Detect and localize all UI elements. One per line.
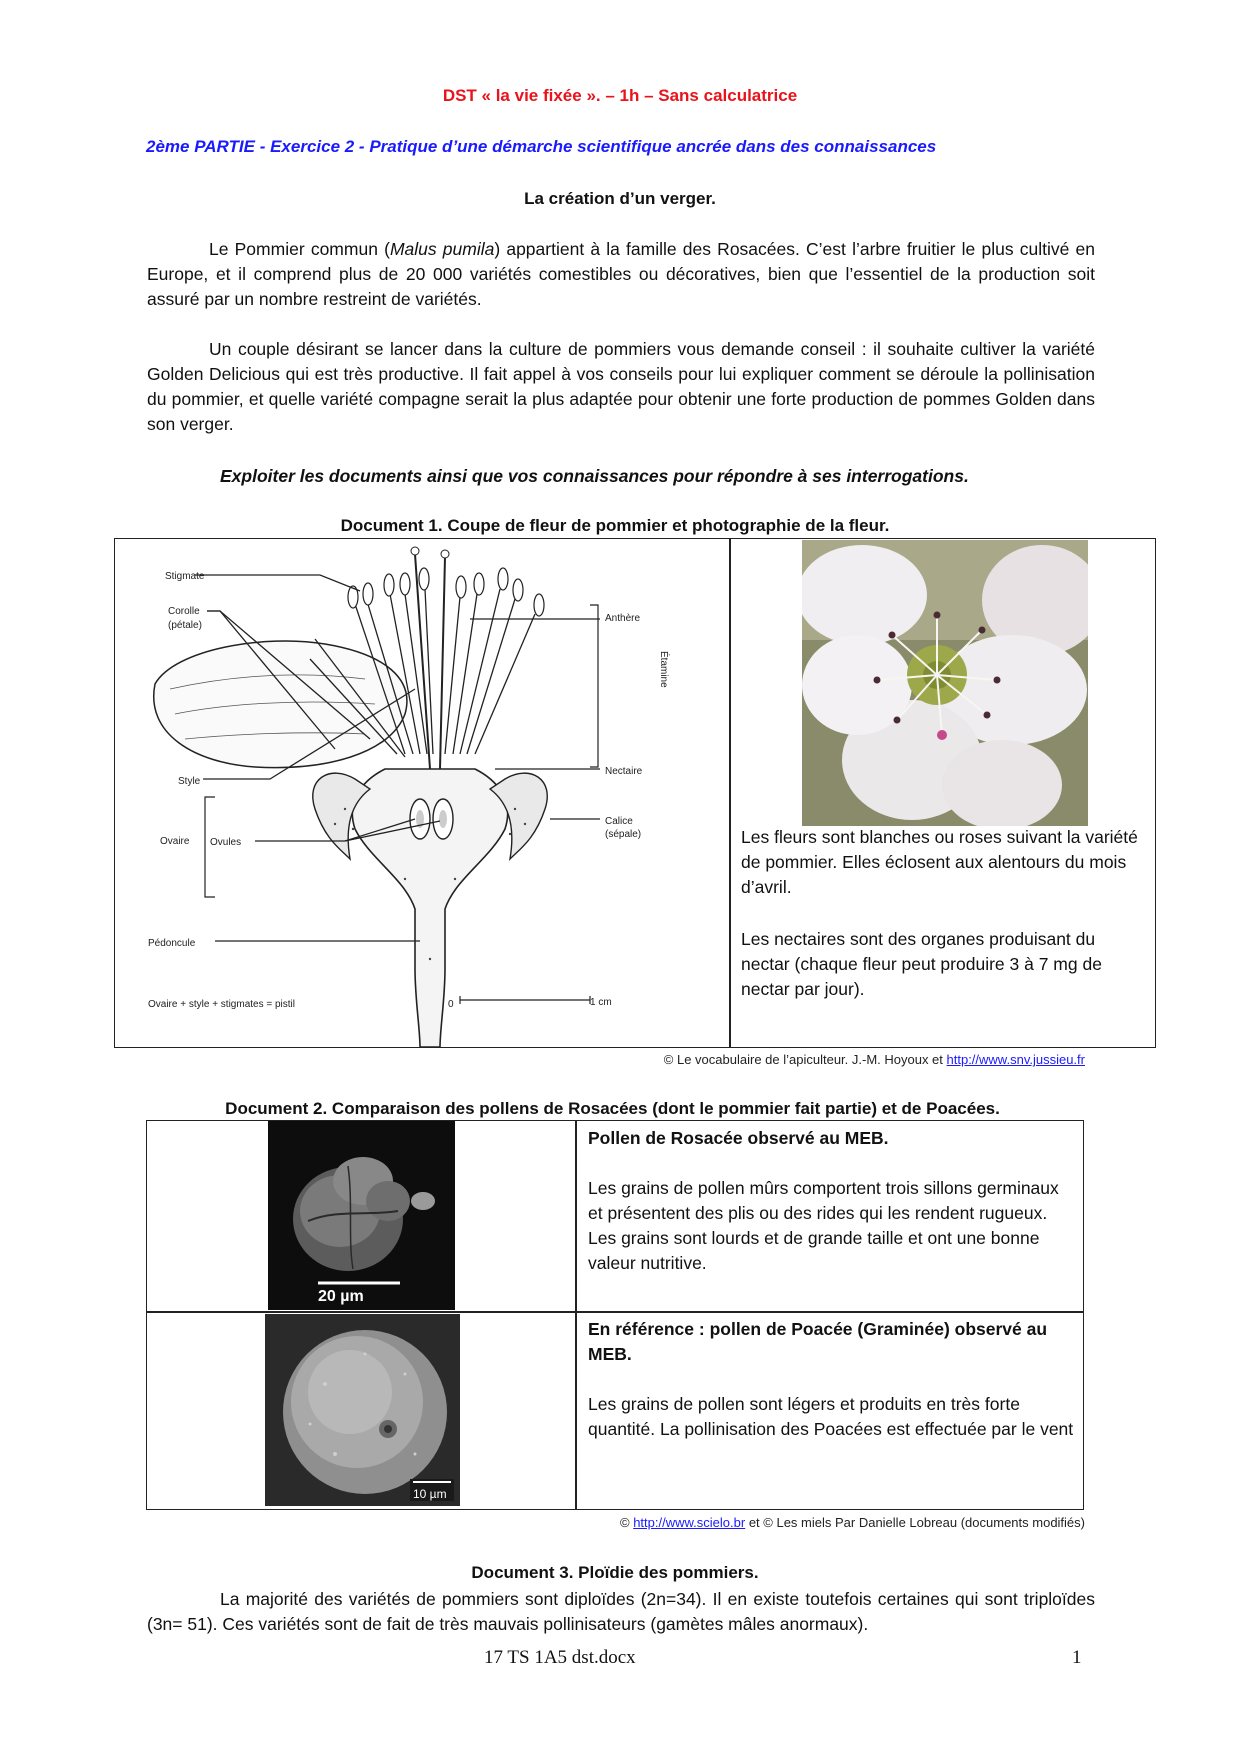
label-calice: Calice bbox=[605, 816, 633, 827]
label-pedoncule: Pédoncule bbox=[148, 938, 196, 949]
doc1-credit: © Le vocabulaire de l’apiculteur. J.-M. Hoyoux et http://www.snv.jussieu.fr bbox=[663, 1052, 1085, 1067]
footer-filename: 17 TS 1A5 dst.docx bbox=[484, 1647, 636, 1668]
petal-shape bbox=[154, 641, 407, 768]
document-title: DST « la vie fixée ». – 1h – Sans calculatrice bbox=[442, 86, 798, 105]
receptacle bbox=[352, 769, 507, 1047]
apple-blossom-photo bbox=[802, 540, 1088, 826]
doc2-credit: © http://www.scielo.br et © Les miels Par Danielle Lobreau (documents modifiés) bbox=[620, 1515, 1085, 1530]
label-anthere: Anthère bbox=[605, 613, 641, 624]
instruction: Exploiter les documents ainsi que vos connaissances pour répondre à ses interrogations. bbox=[220, 466, 969, 486]
label-nectaire: Nectaire bbox=[605, 766, 643, 777]
doc1-text-flowers: Les fleurs sont blanches ou roses suivant la variété de pommier. Elles éclosent aux alentours du mois d’avril. bbox=[741, 827, 1138, 897]
doc1-divider bbox=[729, 538, 731, 1048]
label-ovaire: Ovaire bbox=[160, 836, 190, 847]
page-number: 1 bbox=[1072, 1647, 1082, 1668]
doc3-title: Document 3. Ploïdie des pommiers. bbox=[471, 1563, 759, 1582]
poacee-scale-label: 10 µm bbox=[413, 1487, 447, 1501]
label-ovules: Ovules bbox=[210, 837, 242, 848]
rosacee-pollen-image bbox=[268, 1121, 455, 1310]
label-pistil-formula: Ovaire + style + stigmates = pistil bbox=[148, 999, 296, 1010]
scielo-link[interactable]: http://www.scielo.br bbox=[633, 1515, 746, 1530]
poacee-description: Les grains de pollen sont légers et produits en très forte quantité. La pollinisation des Poacées est effectuée par le vent bbox=[588, 1394, 1074, 1439]
poacee-heading: En référence : pollen de Poacée (Graminée) observé au MEB. bbox=[588, 1319, 1048, 1364]
label-corolle: Corolle bbox=[168, 606, 200, 617]
label-style: Style bbox=[178, 776, 201, 787]
intro-paragraph-2: Un couple désirant se lancer dans la culture de pommiers vous demande conseil : il souhaite cultiver la variété Golden Delicious qui est très productive. Il fait appel à vos conseils pour lui expliquer comment se déroule la pollinisation du pommier, et quelle variété compagne serait la plus adaptée pour obtenir une forte production de pommes Golden dans son verger. bbox=[147, 339, 1095, 434]
latin-name: Malus pumila bbox=[389, 239, 495, 259]
doc2-row-divider bbox=[146, 1311, 1084, 1313]
doc3-text: La majorité des variétés de pommiers sont diploïdes (2n=34). Il en existe toutefois certaines qui sont triploïdes (3n= 51). Ces variétés sont de fait de très mauvais pollinisateurs (gamètes mâles anormaux). bbox=[147, 1589, 1095, 1634]
poacee-pollen-image bbox=[265, 1314, 460, 1506]
doc2-title: Document 2. Comparaison des pollens de Rosacées (dont le pommier fait partie) et de Poacées. bbox=[225, 1099, 1000, 1118]
doc1-text-nectaries: Les nectaires sont des organes produisant du nectar (chaque fleur peut produire 3 à 7 mg de nectar par jour). bbox=[741, 929, 1102, 999]
snv-jussieu-link[interactable]: http://www.snv.jussieu.fr bbox=[946, 1052, 1085, 1067]
part-heading: 2ème PARTIE - Exercice 2 - Pratique d’une démarche scientifique ancrée dans des connaissances bbox=[146, 137, 937, 156]
doc2-column-divider bbox=[575, 1120, 577, 1510]
scale-zero: 0 bbox=[448, 999, 454, 1010]
intro-paragraph-1: Le Pommier commun (Malus pumila) appartient à la famille des Rosacées. C’est l’arbre fruitier le plus cultivé en Europe, et il comprend plus de 20 000 variétés comestibles ou décoratives, bien que l’essentiel de la production soit assuré par un nombre restreint de variétés. bbox=[147, 239, 1095, 309]
label-petale: (pétale) bbox=[168, 620, 202, 631]
flower-section-diagram bbox=[115, 539, 727, 1047]
label-etamine: Étamine bbox=[658, 651, 669, 688]
rosacee-heading: Pollen de Rosacée observé au MEB. bbox=[588, 1128, 889, 1148]
rosacee-scale-label: 20 µm bbox=[318, 1288, 364, 1305]
label-sepale: (sépale) bbox=[605, 829, 642, 840]
scale-one-cm: 1 cm bbox=[590, 997, 612, 1008]
doc1-title: Document 1. Coupe de fleur de pommier et photographie de la fleur. bbox=[340, 516, 890, 535]
label-stigmate: Stigmate bbox=[165, 571, 205, 582]
exercise-subtitle: La création d’un verger. bbox=[524, 189, 716, 208]
rosacee-description: Les grains de pollen mûrs comportent trois sillons germinaux et présentent des plis ou des rides qui les rendent rugueux. Les grains sont lourds et de grande taille et ont une bonne valeur nutritive. bbox=[588, 1178, 1059, 1273]
